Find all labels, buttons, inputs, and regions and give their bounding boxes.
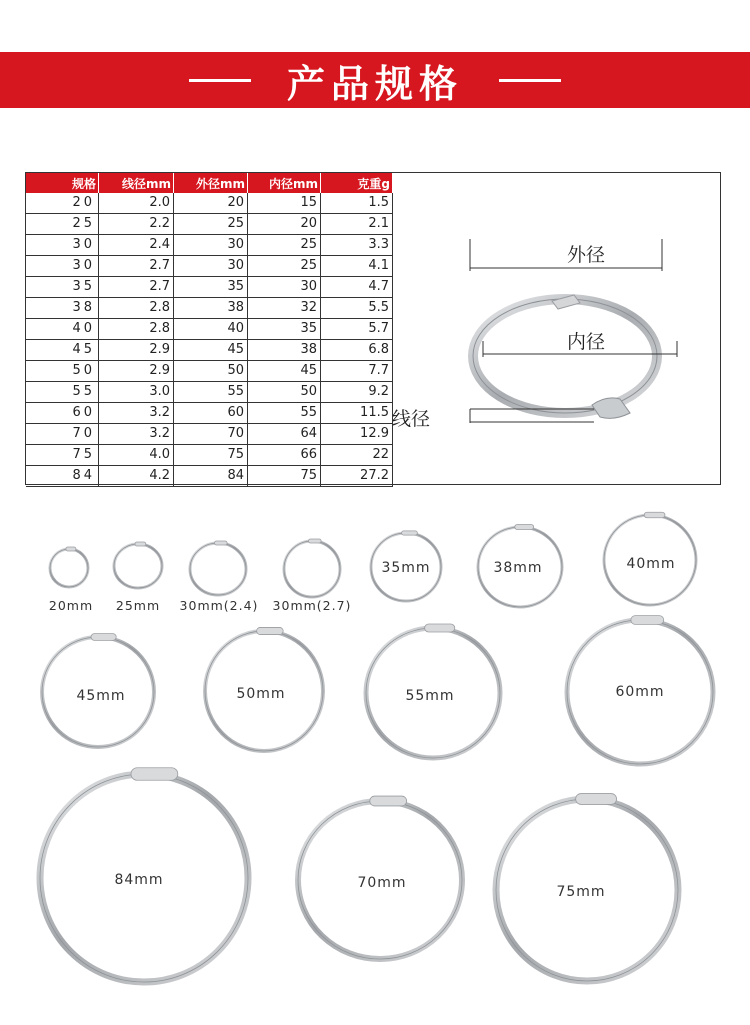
table-cell: 35 [248,319,321,340]
table-cell: 6.8 [321,340,393,361]
table-cell: 2.7 [99,277,174,298]
table-cell: 3.2 [99,424,174,445]
table-cell: 35 [174,277,248,298]
ring-label-55: 55mm [405,688,455,704]
table-cell: 30 [174,235,248,256]
table-cell: 45 [26,340,99,361]
ring-label-45: 45mm [76,688,126,704]
table-cell: 64 [248,424,321,445]
ring-diagram-graphic [382,173,721,484]
table-cell: 38 [174,298,248,319]
table-cell: 30 [174,256,248,277]
table-cell: 3.0 [99,382,174,403]
inner-diameter-label: 内径 [567,331,606,353]
table-cell: 5.5 [321,298,393,319]
ring-45-clasp [91,634,116,641]
table-cell: 75 [248,466,321,487]
table-cell: 2.7 [99,256,174,277]
table-row [26,277,393,298]
ring-20-clasp [66,547,76,551]
table-cell: 3.3 [321,235,393,256]
table-row [26,403,393,424]
ring-label-35: 35mm [381,560,431,576]
table-row [26,235,393,256]
table-cell: 2.0 [99,193,174,214]
table-row [26,214,393,235]
ring-label-60: 60mm [615,684,665,700]
spec-panel [25,172,721,485]
banner-title: 产品规格 [286,61,463,106]
table-cell: 7.7 [321,361,393,382]
table-cell: 25 [26,214,99,235]
ring-30b-clasp [309,539,322,543]
table-row [26,466,393,487]
table-cell: 2.4 [99,235,174,256]
table-cell: 84 [174,466,248,487]
ring-label-40: 40mm [626,556,676,572]
table-cell: 1.5 [321,193,393,214]
table-row [26,298,393,319]
ring-group [40,512,713,982]
table-cell: 4.2 [99,466,174,487]
table-cell: 11.5 [321,403,393,424]
banner-left-dash [189,79,251,82]
ring-20-edge [50,549,88,587]
ring-size-gallery [0,500,750,1025]
table-cell: 38 [26,298,99,319]
table-cell: 55 [26,382,99,403]
ring-50-clasp [257,627,284,634]
table-cell: 30 [248,277,321,298]
table-cell: 2.8 [99,298,174,319]
table-cell: 2.9 [99,340,174,361]
ring-84-clasp [131,768,178,780]
banner-right-dash [499,79,561,82]
table-row [26,256,393,277]
header-weight: 克重g [321,173,393,193]
table-cell: 40 [26,319,99,340]
ring-70-clasp [370,796,407,806]
ring-30b-edge [284,541,340,597]
spec-banner [0,52,750,108]
header-inner-diameter: 内径mm [248,173,321,193]
ring-caption-20: 20mm [48,598,94,613]
table-cell: 66 [248,445,321,466]
table-cell: 4.1 [321,256,393,277]
spec-table-header [26,173,393,193]
ring-60-clasp [631,616,664,625]
table-cell: 2.9 [99,361,174,382]
table-row [26,193,393,214]
table-cell: 45 [174,340,248,361]
ring-label-75: 75mm [556,884,606,900]
table-cell: 25 [248,256,321,277]
table-cell: 2.1 [321,214,393,235]
table-cell: 30 [26,235,99,256]
table-cell: 75 [26,445,99,466]
table-cell: 5.7 [321,319,393,340]
table-row [26,424,393,445]
table-row [26,382,393,403]
ring-caption-30b: 30mm(2.7) [272,598,352,613]
table-cell: 4.0 [99,445,174,466]
ring-25-edge [114,544,162,588]
table-cell: 2.8 [99,319,174,340]
table-cell: 27.2 [321,466,393,487]
table-cell: 20 [174,193,248,214]
table-cell: 70 [174,424,248,445]
table-row [26,319,393,340]
ring-35-clasp [402,531,418,535]
ring-caption-25: 25mm [115,598,161,613]
table-cell: 2.2 [99,214,174,235]
header-spec: 规格 [26,173,99,193]
table-cell: 55 [248,403,321,424]
table-row [26,361,393,382]
ring-75-clasp [576,794,617,805]
header-outer-diameter: 外径mm [174,173,248,193]
ring-55-clasp [425,624,455,632]
table-cell: 60 [174,403,248,424]
table-cell: 75 [174,445,248,466]
ring-25-clasp [135,542,146,546]
ring-label-70: 70mm [357,875,407,891]
table-cell: 3.2 [99,403,174,424]
table-cell: 40 [174,319,248,340]
table-cell: 55 [174,382,248,403]
table-cell: 4.7 [321,277,393,298]
table-cell: 70 [26,424,99,445]
ring-label-84: 84mm [114,872,164,888]
table-cell: 50 [248,382,321,403]
table-cell: 35 [26,277,99,298]
table-cell: 30 [26,256,99,277]
spec-table-body [26,193,393,487]
diagram-ring [473,299,657,413]
table-cell: 20 [248,214,321,235]
table-cell: 84 [26,466,99,487]
table-cell: 38 [248,340,321,361]
table-cell: 45 [248,361,321,382]
table-cell: 20 [26,193,99,214]
table-row [26,340,393,361]
table-cell: 9.2 [321,382,393,403]
ring-30a-edge [190,543,246,595]
ring-diagram [382,173,721,484]
table-cell: 50 [26,361,99,382]
table-cell: 12.9 [321,424,393,445]
table-cell: 15 [248,193,321,214]
ring-40-clasp [644,512,665,518]
ring-30a-clasp [215,541,228,545]
table-row [26,445,393,466]
table-cell: 32 [248,298,321,319]
header-wire-diameter: 线径mm [99,173,174,193]
ring-38-clasp [515,524,534,529]
ring-label-50: 50mm [236,686,286,702]
outer-diameter-label: 外径 [567,244,606,266]
table-cell: 25 [174,214,248,235]
spec-table [26,173,393,487]
ring-label-38: 38mm [493,560,543,576]
table-cell: 22 [321,445,393,466]
table-cell: 50 [174,361,248,382]
table-cell: 25 [248,235,321,256]
table-cell: 60 [26,403,99,424]
wire-diameter-label: 线径 [392,408,431,430]
ring-caption-30a: 30mm(2.4) [179,598,259,613]
